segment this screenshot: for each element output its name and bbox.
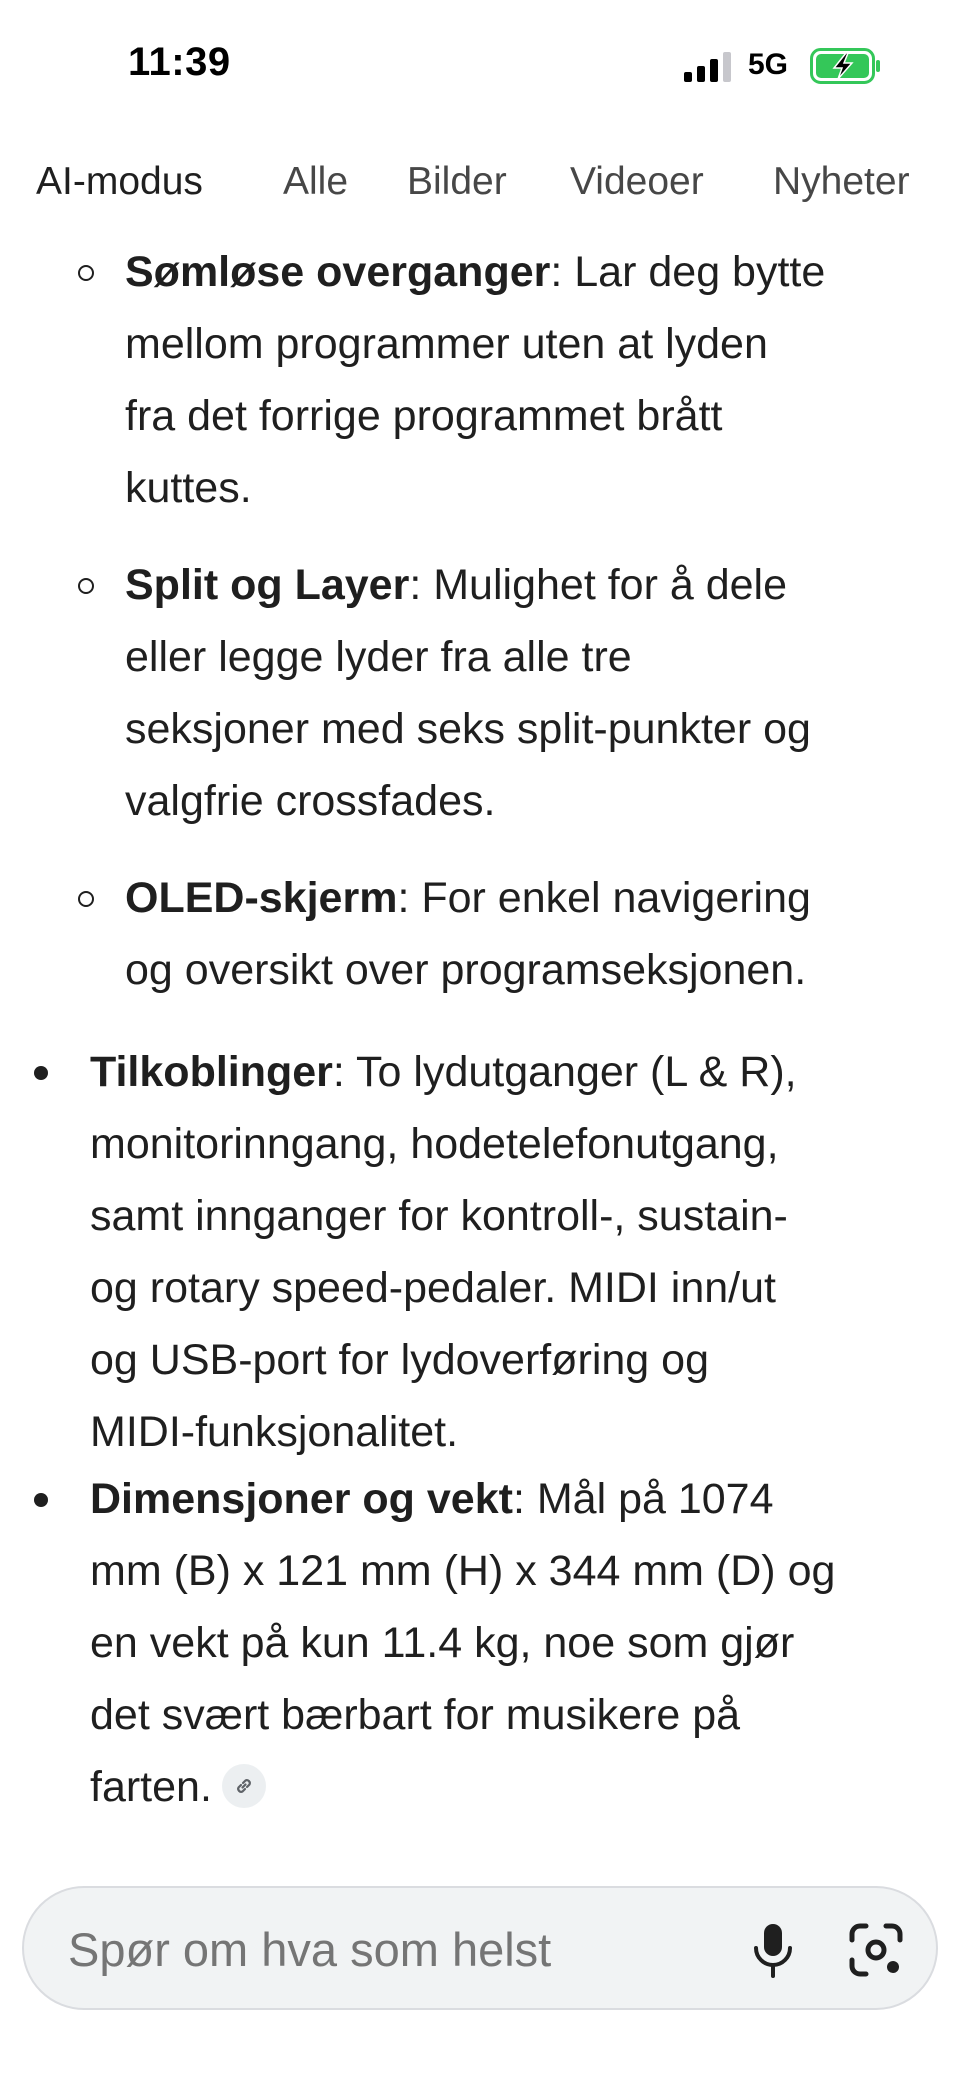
item-text: en vekt på kun 11.4 kg, noe som gjør <box>90 1619 795 1667</box>
tab-bilder[interactable]: Bilder <box>407 160 507 203</box>
microphone-icon[interactable] <box>746 1920 800 1980</box>
item-text: samt innganger for kontroll-, sustain- <box>90 1192 788 1240</box>
list-item <box>90 1463 930 1823</box>
list-item <box>90 1036 930 1468</box>
item-text: og oversikt over programseksjonen. <box>125 946 807 994</box>
link-icon <box>233 1775 255 1797</box>
list-item <box>125 236 935 524</box>
list-item <box>125 862 935 1006</box>
tab-ai-modus[interactable]: AI-modus <box>36 160 203 203</box>
tab-nyheter[interactable]: Nyheter <box>773 160 910 203</box>
item-text: mellom programmer uten at lyden <box>125 320 768 368</box>
list-bullet <box>34 1066 48 1080</box>
ai-answer-content <box>0 230 960 1870</box>
item-text: fra det forrige programmet brått <box>125 392 723 440</box>
item-term: Dimensjoner og vekt <box>90 1475 513 1523</box>
status-time: 11:39 <box>128 40 231 84</box>
item-term: OLED-skjerm <box>125 874 398 922</box>
search-tabs <box>0 150 960 220</box>
item-text: : Lar deg bytte <box>550 248 826 296</box>
tab-alle[interactable]: Alle <box>283 160 349 203</box>
item-text: : Mulighet for å dele <box>409 561 788 609</box>
item-text: kuttes. <box>125 464 252 512</box>
item-text: eller legge lyder fra alle tre <box>125 633 632 681</box>
tab-videoer[interactable]: Videoer <box>570 160 704 203</box>
status-bar <box>0 0 960 130</box>
item-text: : Mål på 1074 <box>512 1475 774 1523</box>
item-term: Split og Layer <box>125 561 410 609</box>
item-text: og rotary speed-pedaler. MIDI inn/ut <box>90 1264 776 1312</box>
item-text: MIDI-funksjonalitet. <box>90 1408 459 1456</box>
item-text: valgfrie crossfades. <box>125 777 496 825</box>
item-term: Tilkoblinger <box>90 1048 333 1096</box>
signal-bars-icon <box>684 52 734 82</box>
item-text: monitorinngang, hodetelefonutgang, <box>90 1120 779 1168</box>
item-term: Sømløse overganger <box>125 248 551 296</box>
camera-lens-icon[interactable] <box>848 1922 904 1978</box>
list-bullet <box>34 1493 48 1507</box>
network-label: 5G <box>748 48 789 81</box>
item-text: farten. <box>90 1763 212 1811</box>
search-bar <box>22 1886 938 2010</box>
source-link-button[interactable] <box>222 1764 266 1808</box>
search-input[interactable] <box>68 1922 688 1977</box>
list-bullet-hollow <box>78 265 94 281</box>
list-bullet-hollow <box>78 578 94 594</box>
item-text: og USB-port for lydoverføring og <box>90 1336 709 1384</box>
battery-charging-icon <box>810 48 882 84</box>
list-item <box>125 549 935 837</box>
item-text: det svært bærbart for musikere på <box>90 1691 741 1739</box>
item-text: : For enkel navigering <box>397 874 811 922</box>
item-text: : To lydutganger (L & R), <box>332 1048 797 1096</box>
item-text: mm (B) x 121 mm (H) x 344 mm (D) og <box>90 1547 836 1595</box>
list-bullet-hollow <box>78 891 94 907</box>
item-text: seksjoner med seks split-punkter og <box>125 705 811 753</box>
